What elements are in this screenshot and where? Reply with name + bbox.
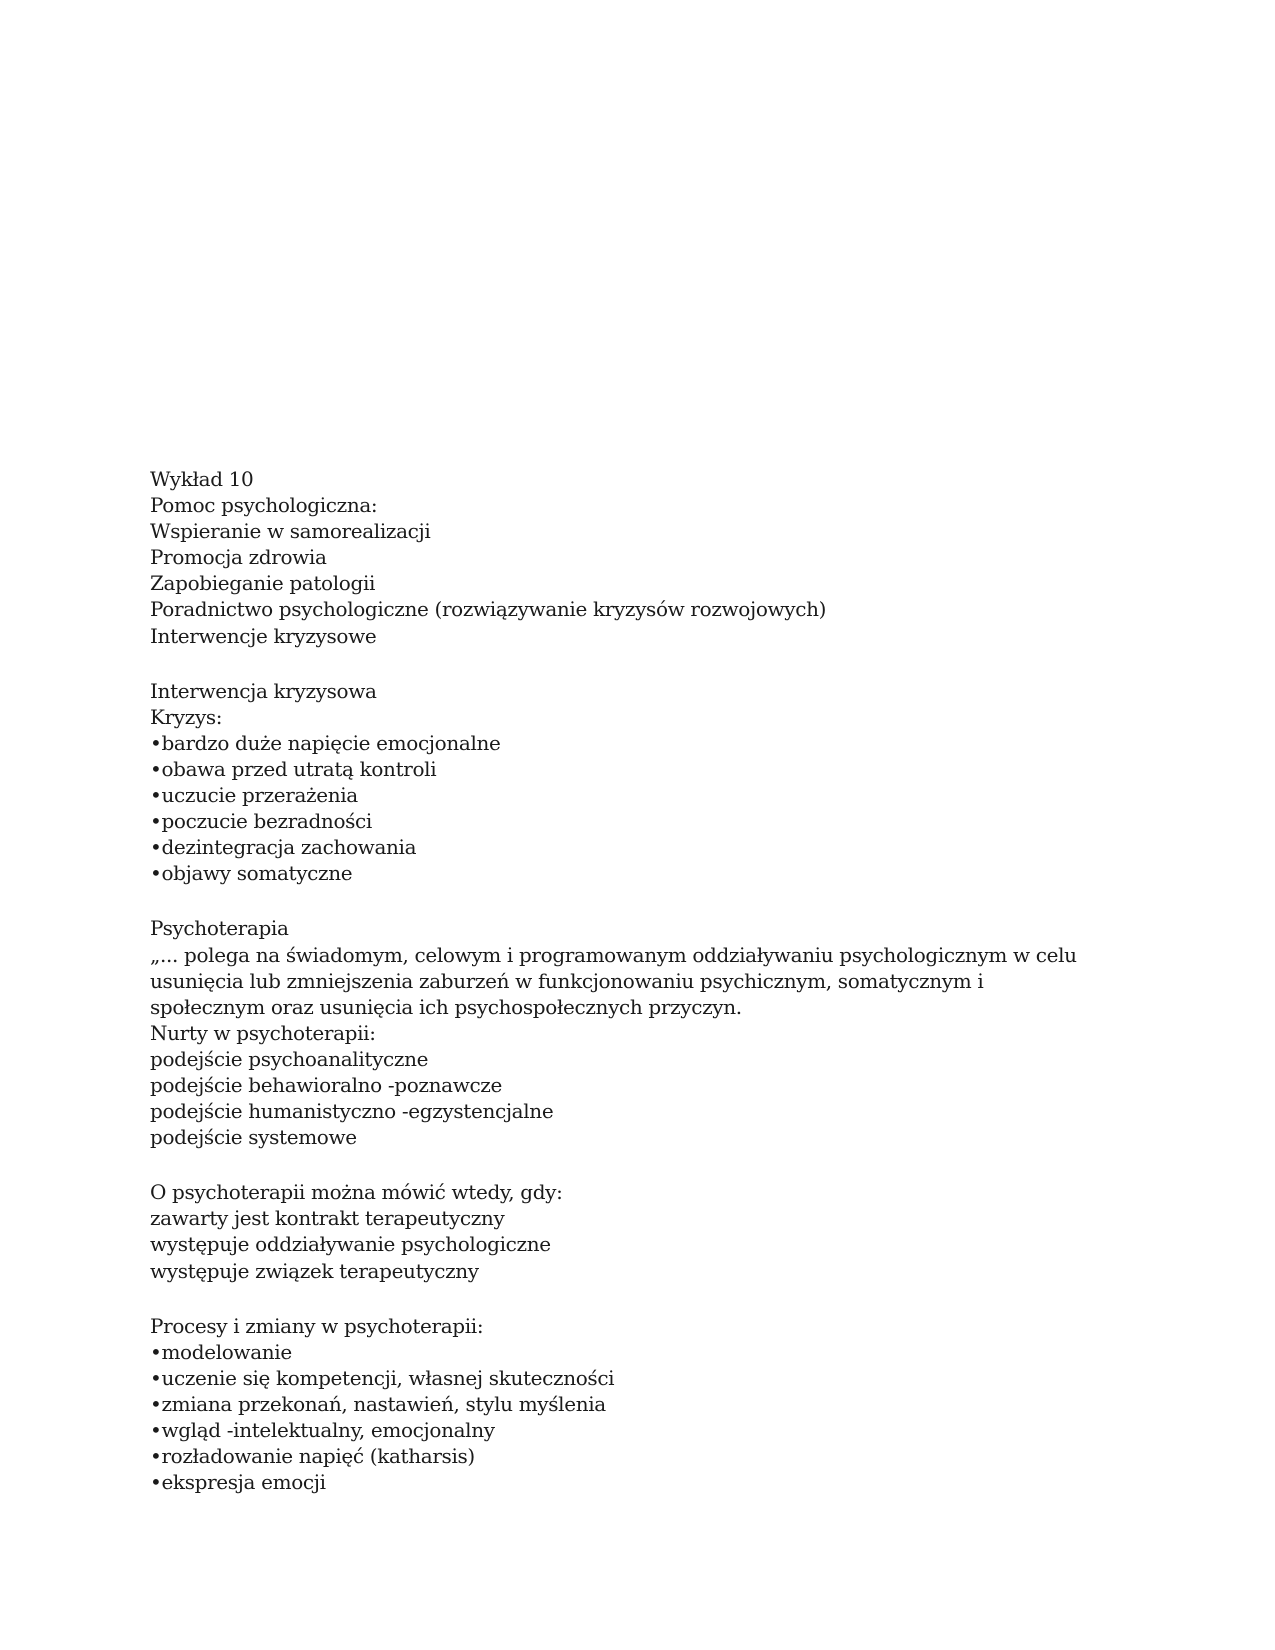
condition-item: zawarty jest kontrakt terapeutyczny [150, 1206, 505, 1231]
paragraph-gap [150, 1150, 1150, 1179]
definition-line: społecznym oraz usunięcia ich psychospołecznych przyczyn. [150, 994, 742, 1019]
process-bullet: •rozładowanie napięć (katharsis) [150, 1444, 475, 1469]
definition-line: „... polega na świadomym, celowym i programowanym oddziaływaniu psychologicznym w celu [150, 942, 1077, 967]
section-heading-crisis: Interwencja kryzysowa [150, 678, 377, 703]
definition-line: usunięcia lub zmniejszenia zaburzeń w funkcjonowaniu psychicznym, somatycznym i [150, 968, 984, 993]
condition-item: występuje związek terapeutyczny [150, 1258, 479, 1283]
process-bullet: •ekspresja emocji [150, 1470, 326, 1495]
trend-item: podejście behawioralno -poznawcze [150, 1072, 502, 1097]
crisis-bullet: •dezintegracja zachowania [150, 835, 417, 860]
help-item: Poradnictwo psychologiczne (rozwiązywanie kryzysów rozwojowych) [150, 597, 827, 622]
paragraph-gap [150, 1284, 1150, 1313]
help-item: Interwencje kryzysowe [150, 623, 377, 648]
crisis-bullet: •poczucie bezradności [150, 809, 372, 834]
process-bullet: •zmiana przekonań, nastawień, stylu myślenia [150, 1391, 606, 1416]
document-body [150, 466, 1150, 1495]
process-bullet: •uczenie się kompetencji, własnej skuteczności [150, 1365, 615, 1390]
lecture-title: Wykład 10 [150, 467, 254, 491]
help-item: Zapobieganie patologii [150, 571, 376, 596]
paragraph-gap [150, 649, 1150, 678]
section-heading-psychotherapy: Psychoterapia [150, 916, 289, 941]
condition-item: występuje oddziaływanie psychologiczne [150, 1232, 551, 1257]
crisis-bullet: •objawy somatyczne [150, 861, 353, 886]
trend-item: podejście humanistyczno -egzystencjalne [150, 1099, 554, 1124]
crisis-bullet: •obawa przed utratą kontroli [150, 756, 437, 781]
help-item: Promocja zdrowia [150, 545, 327, 570]
crisis-bullet: •bardzo duże napięcie emocjonalne [150, 730, 501, 755]
paragraph-gap [150, 886, 1150, 915]
process-bullet: •wgląd -intelektualny, emocjonalny [150, 1418, 495, 1442]
section-heading-conditions: O psychoterapii można mówić wtedy, gdy: [150, 1180, 563, 1205]
crisis-label: Kryzys: [150, 704, 223, 729]
section-heading-processes: Procesy i zmiany w psychoterapii: [150, 1313, 484, 1338]
help-item: Wspieranie w samorealizacji [150, 519, 431, 544]
crisis-bullet: •uczucie przerażenia [150, 783, 358, 808]
trends-heading: Nurty w psychoterapii: [150, 1020, 376, 1045]
trend-item: podejście psychoanalityczne [150, 1046, 429, 1071]
trend-item: podejście systemowe [150, 1125, 357, 1150]
process-bullet: •modelowanie [150, 1339, 292, 1364]
section-heading-help: Pomoc psychologiczna: [150, 493, 378, 518]
